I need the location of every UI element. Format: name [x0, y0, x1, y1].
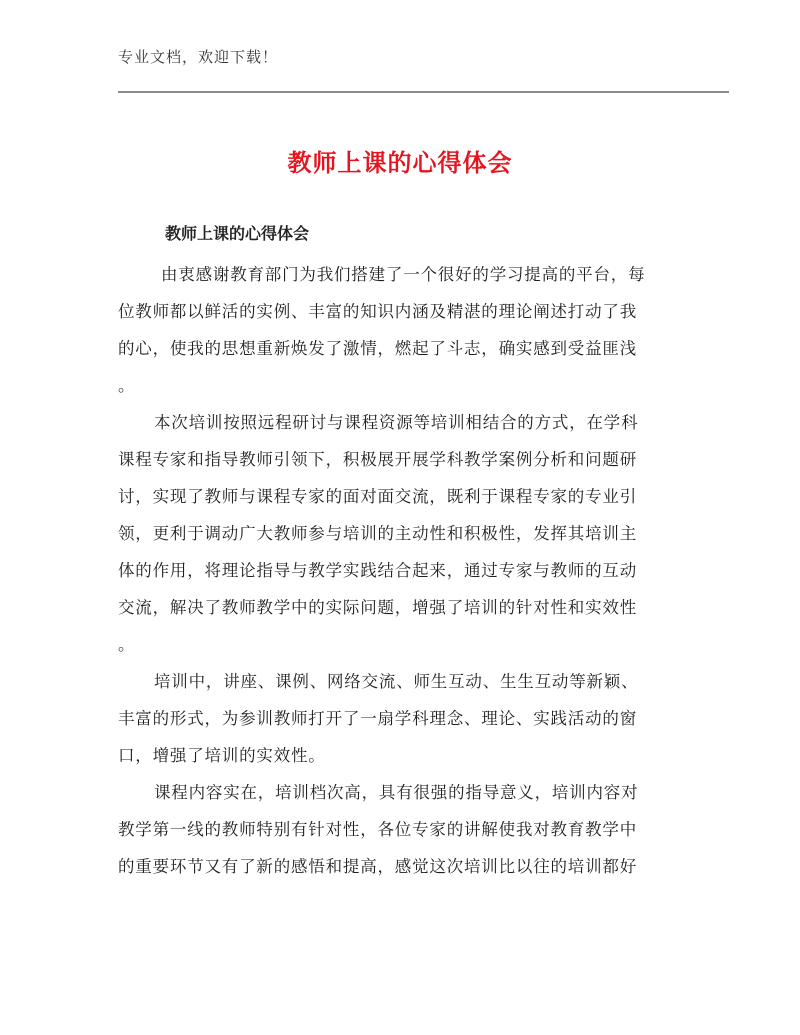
paragraph-line: 的心，使我的思想重新焕发了激情，燃起了斗志，确实感到受益匪浅 — [118, 339, 637, 358]
paragraph — [118, 774, 678, 885]
paragraph — [118, 404, 678, 663]
paragraph-line: 课程内容实在，培训档次高，具有很强的指导意义，培训内容对 — [154, 783, 639, 802]
header-divider — [118, 91, 729, 93]
paragraph-line: 位教师都以鲜活的实例、丰富的知识内涵及精湛的理论阐述打动了我 — [118, 302, 637, 321]
paragraph-line: 领，更利于调动广大教师参与培训的主动性和积极性，发挥其培训主 — [118, 524, 637, 543]
document-title: 教师上课的心得体会 — [287, 149, 513, 177]
paragraph — [118, 663, 678, 774]
paragraph-line: 体的作用，将理论指导与教学实践结合起来，通过专家与教师的互动 — [118, 561, 637, 580]
document-body — [118, 256, 678, 885]
paragraph-line: 教学第一线的教师特别有针对性，各位专家的讲解使我对教育教学中 — [118, 820, 637, 839]
paragraph-line: 丰富的形式，为参训教师打开了一扇学科理念、理论、实践活动的窗 — [118, 709, 637, 728]
paragraph-line: 的重要环节又有了新的感悟和提高，感觉这次培训比以往的培训都好 — [118, 857, 637, 876]
paragraph-line: 交流，解决了教师教学中的实际问题，增强了培训的针对性和实效性 — [118, 598, 637, 617]
paragraph-line: 课程专家和指导教师引领下，积极展开展学科教学案例分析和问题研 — [118, 450, 637, 469]
paragraph-line: 本次培训按照远程研讨与课程资源等培训相结合的方式，在学科 — [154, 413, 639, 432]
paragraph-line: 由衷感谢教育部门为我们搭建了一个很好的学习提高的平台，每 — [161, 265, 646, 284]
paragraph-line: 培训中，讲座、课例、网络交流、师生互动、生生互动等新颖、 — [154, 672, 639, 691]
paragraph-line: 。 — [118, 376, 136, 395]
paragraph-line: 讨，实现了教师与课程专家的面对面交流，既利于课程专家的专业引 — [118, 487, 637, 506]
page-header: 专业文档，欢迎下载！ — [118, 48, 279, 66]
paragraph-line: 。 — [118, 635, 136, 654]
paragraph-line: 口，增强了培训的实效性。 — [118, 746, 326, 765]
paragraph — [118, 256, 678, 404]
document-subtitle: 教师上课的心得体会 — [165, 224, 310, 243]
